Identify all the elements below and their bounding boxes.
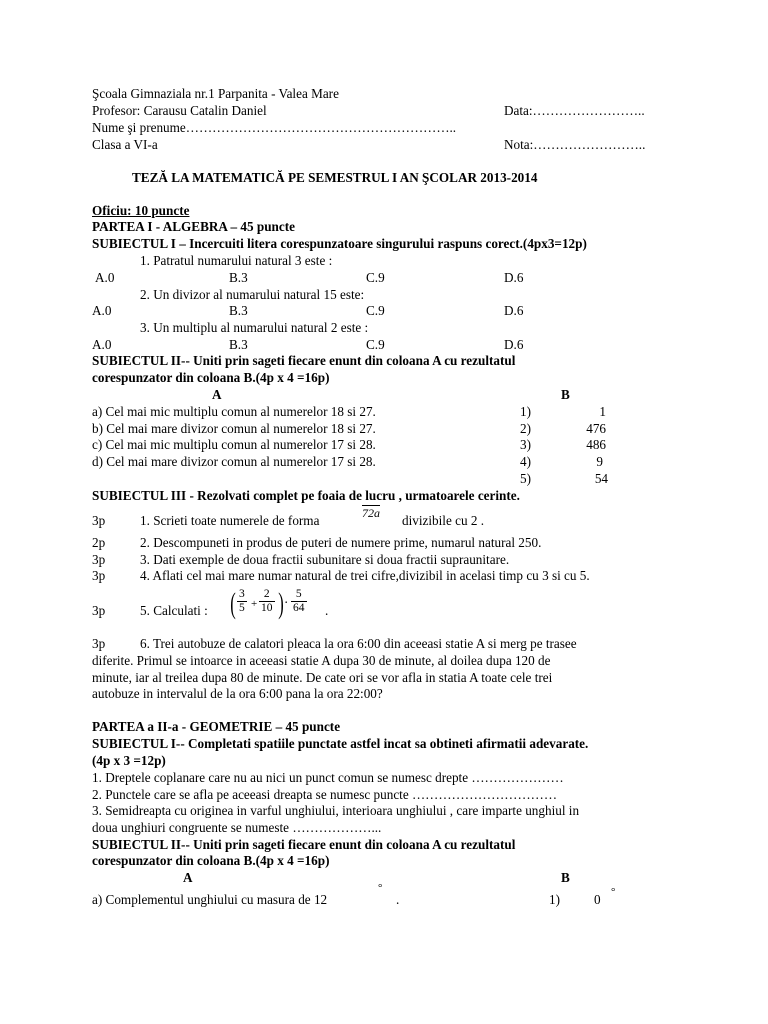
question-text: 3. Un multiplu al numarului natural 2 este :	[140, 320, 369, 335]
part1-title: PARTEA I - ALGEBRA – 45 puncte	[92, 219, 295, 234]
statement-a: a) Complementul unghiului cu masura de 12	[92, 892, 328, 907]
option-a: A.0	[92, 337, 112, 352]
period: .	[396, 892, 400, 907]
number-form: 72a	[362, 506, 380, 520]
dot-sign: ·	[284, 595, 289, 610]
answer-number: 3)	[520, 437, 531, 452]
option-c: C.9	[366, 337, 385, 352]
part2-s1-title: SUBIECTUL I-- Completati spatiile punctate astfel incat sa obtineti afirmatii adevarate.	[92, 736, 589, 751]
fraction: $\frac{5}{64}$	[293, 588, 305, 614]
question-text: 5. Calculati :	[140, 603, 208, 618]
answer-number: 2)	[520, 421, 531, 436]
question-text-cont: divizibile cu 2 .	[402, 513, 485, 528]
option-a: A.0	[92, 303, 112, 318]
fraction: $\frac{2}{10}$	[261, 588, 273, 614]
answer-value: 54	[594, 471, 608, 486]
right-paren: )	[278, 587, 284, 620]
fill-item: 3. Semidreapta cu originea in varful unghiului, interioara unghiului , care imparte unghiul in	[92, 803, 580, 818]
plus-sign: +	[251, 598, 258, 610]
grade-field: Nota:……………………..	[504, 137, 646, 152]
problem-line: minute, iar al treilea dupa 80 de minute. De cate ori se vor afla in statia A toate cele trei	[92, 670, 553, 685]
option-a: A.0	[95, 270, 115, 285]
option-d: D.6	[504, 337, 524, 352]
statement-b: b) Cel mai mare divizor comun al numerelor 18 si 27.	[92, 421, 376, 436]
column-b-header: B	[561, 387, 570, 402]
teacher-name: Profesor: Carausu Catalin Daniel	[92, 103, 267, 118]
fraction: $\frac{3}{5}$	[239, 588, 245, 614]
answer-value: 1	[599, 404, 606, 419]
option-c: C.9	[366, 303, 385, 318]
option-b: B.3	[229, 337, 248, 352]
period: .	[325, 603, 329, 618]
question-text: 2. Descompuneti in produs de puteri de numere prime, numarul natural 250.	[140, 535, 542, 550]
option-b: B.3	[229, 303, 248, 318]
school-name: Şcoala Gimnaziala nr.1 Parpanita - Valea Mare	[92, 86, 339, 101]
question-text: 4. Aflati cel mai mare numar natural de trei cifre,divizibil in acelasi timp cu 3 si cu 5.	[140, 568, 590, 583]
part2-s2-title: SUBIECTUL II-- Uniti prin sageti fiecare enunt din coloana A cu rezultatul	[92, 837, 516, 852]
answer-number: 4)	[520, 454, 531, 469]
fill-item: 1. Dreptele coplanare care nu au nici un punct comun se numesc drepte …………………	[92, 770, 564, 785]
class-label: Clasa a VI-a	[92, 137, 158, 152]
option-b: B.3	[229, 270, 248, 285]
question-text: 3. Dati exemple de doua fractii subunitare si doua fractii supraunitare.	[140, 552, 510, 567]
answer-value: 476	[586, 421, 606, 436]
answer-number: 5)	[520, 471, 531, 486]
points-label: 3p	[92, 513, 106, 528]
problem-line: diferite. Primul se intoarce in aceeasi statie A dupa 30 de minute, al doilea dupa 120 de	[92, 653, 551, 668]
points-label: 2p	[92, 535, 106, 550]
date-field: Data:……………………..	[504, 103, 645, 118]
answer-value: 9	[596, 454, 603, 469]
points-label: 3p	[92, 552, 106, 567]
question-text: 2. Un divizor al numarului natural 15 este:	[140, 287, 365, 302]
part1-s3-title: SUBIECTUL III - Rezolvati complet pe foaia de lucru , urmatoarele cerinte.	[92, 488, 520, 503]
question-text: 1. Scrieti toate numerele de forma	[140, 513, 320, 528]
answer-value: 0	[594, 892, 601, 907]
question-text: 1. Patratul numarului natural 3 este :	[140, 253, 333, 268]
part1-s2-title: SUBIECTUL II-- Uniti prin sageti fiecare enunt din coloana A cu rezultatul	[92, 353, 516, 368]
points-label: 3p	[92, 603, 106, 618]
statement-a: a) Cel mai mic multiplu comun al numerelor 18 si 27.	[92, 404, 376, 419]
oficiu-label: Oficiu: 10 puncte	[92, 203, 190, 218]
column-a-header: A	[212, 387, 222, 402]
degree-symbol: °	[611, 886, 616, 898]
points-label: 3p	[92, 568, 106, 583]
fill-item: 2. Punctele care se afla pe aceeasi dreapta se numesc puncte ……………………………	[92, 787, 558, 802]
part2-s1-title-cont: (4p x 3 =12p)	[92, 753, 166, 768]
option-d: D.6	[504, 270, 524, 285]
part1-s1-title: SUBIECTUL I – Incercuiti litera corespunzatoare singurului raspuns corect.(4px3=12p)	[92, 236, 587, 251]
fill-item-cont: doua unghiuri congruente se numeste ………………...	[92, 820, 382, 835]
degree-symbol: °	[378, 882, 383, 894]
page-title: TEZĂ LA MATEMATICĂ PE SEMESTRUL I AN ŞCOLAR 2013-2014	[132, 170, 538, 185]
answer-number: 1)	[520, 404, 531, 419]
part2-title: PARTEA a II-a - GEOMETRIE – 45 puncte	[92, 719, 341, 734]
statement-c: c) Cel mai mic multiplu comun al numerelor 17 si 28.	[92, 437, 376, 452]
problem-line: 6. Trei autobuze de calatori pleaca la ora 6:00 din aceeasi statie A si merg pe trasee	[140, 636, 577, 651]
column-a-header: A	[183, 870, 193, 885]
left-paren: (	[230, 587, 236, 620]
points-label: 3p	[92, 636, 106, 651]
answer-value: 486	[586, 437, 606, 452]
column-b-header: B	[561, 870, 570, 885]
answer-number: 1)	[549, 892, 560, 907]
problem-line: autobuze in intervalul de la ora 6:00 pana la ora 22:00?	[92, 686, 383, 701]
student-name-field: Nume şi prenume……………………………………………………..	[92, 120, 457, 135]
option-d: D.6	[504, 303, 524, 318]
part1-s2-title-cont: corespunzator din coloana B.(4p x 4 =16p)	[92, 370, 330, 385]
option-c: C.9	[366, 270, 385, 285]
part2-s2-title-cont: corespunzator din coloana B.(4p x 4 =16p)	[92, 853, 330, 868]
statement-d: d) Cel mai mare divizor comun al numerelor 17 si 28.	[92, 454, 376, 469]
